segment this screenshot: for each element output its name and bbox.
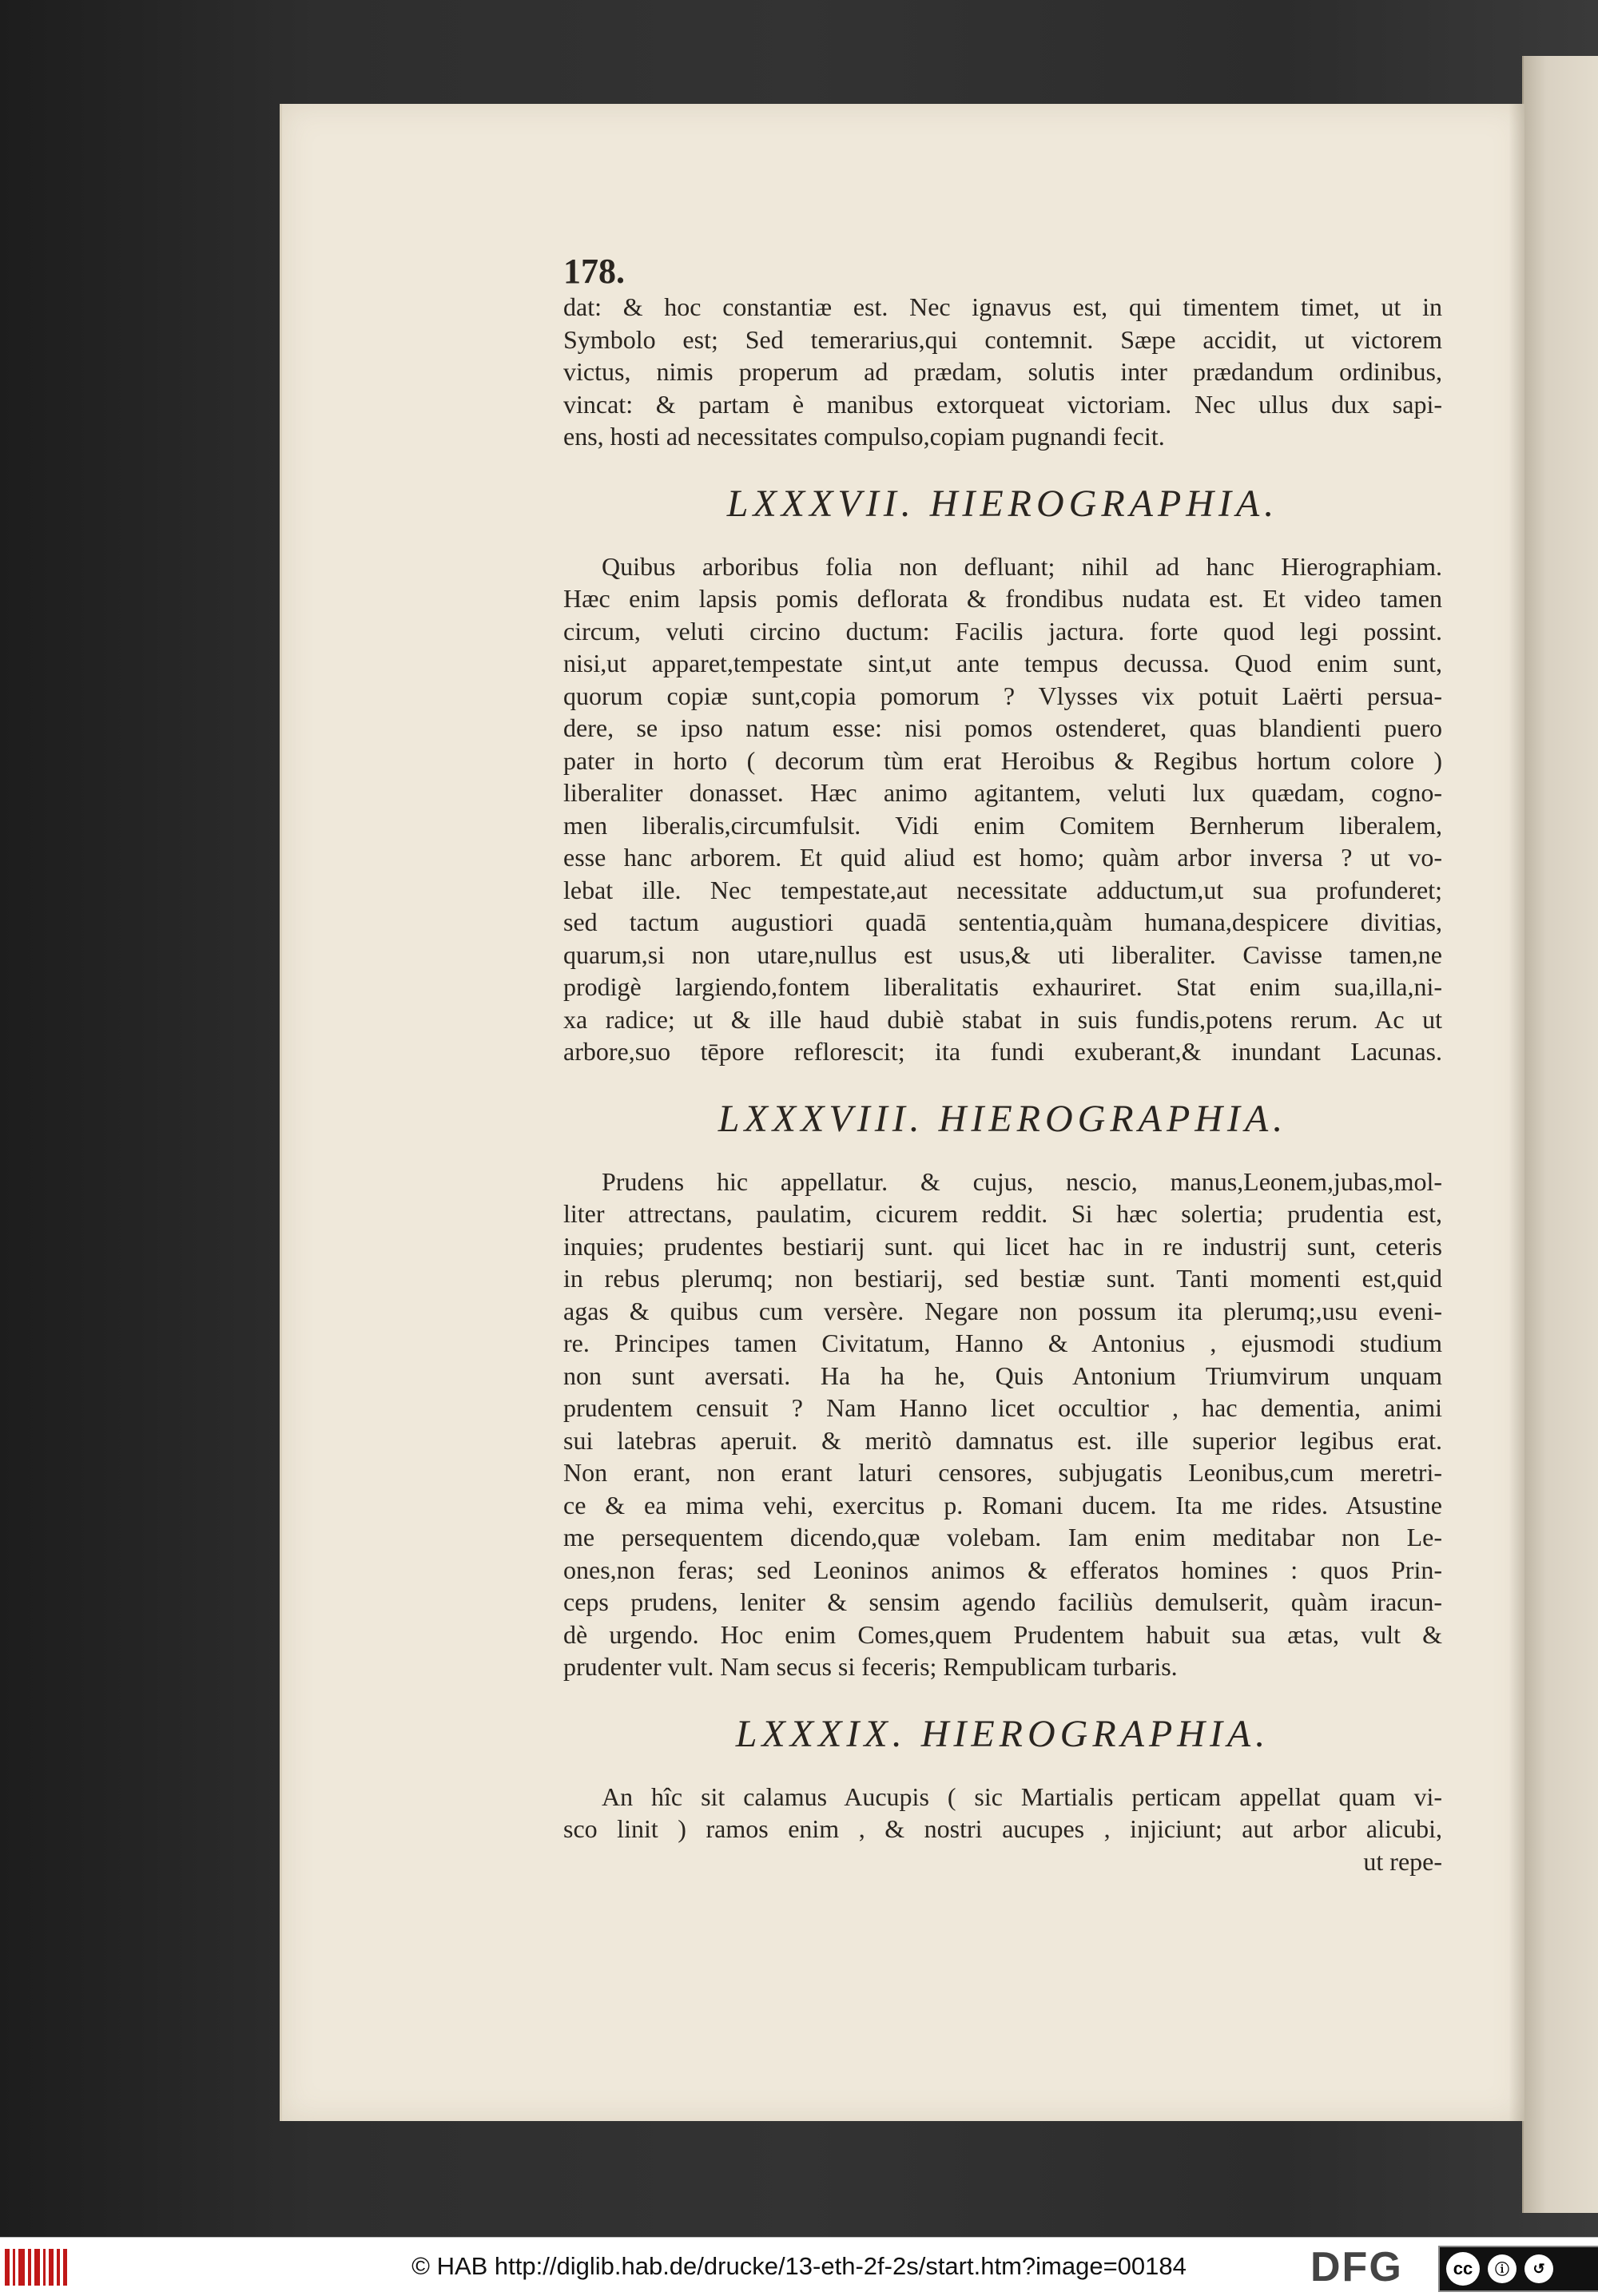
text-line: ce & ea mima vehi, exercitus p. Romani ducem. Ita me rides. Atsustine: [563, 1490, 1442, 1519]
page-gutter-shadow: [1509, 104, 1524, 2121]
text-line: liter attrectans, paulatim, cicurem reddit. Si hæc solertia; prudentia est,: [563, 1199, 1442, 1228]
section-heading: LXXXIX. HIEROGRAPHIA.: [735, 1712, 1270, 1755]
text-line: men liberalis,circumfulsit. Vidi enim Comitem Bernherum liberalem,: [563, 810, 1442, 840]
text-line: victus, nimis properum ad prædam, solutis inter prædandum ordinibus,: [563, 357, 1442, 386]
section-paragraph: [563, 550, 1442, 1068]
by-icon: ⓘ: [1488, 2254, 1517, 2283]
text-line: ones,non feras; sed Leoninos animos & efferatos homines : quos Prin-: [563, 1555, 1442, 1584]
text-line: ceps prudens, leniter & sensim agendo faciliùs demulserit, quàm iracun-: [563, 1587, 1442, 1616]
text-line: circum, veluti circino ductum: Facilis jactura. forte quod legi possint.: [563, 616, 1442, 646]
text-line: quarum,si non utare,nullus est usus,& uti liberaliter. Cavisse tamen,ne: [563, 939, 1442, 969]
section-paragraph: [563, 1166, 1442, 1683]
intro-paragraph: [563, 291, 1442, 453]
text-line: re. Principes tamen Civitatum, Hanno & Antonius , ejusmodi studium: [563, 1329, 1442, 1357]
catchword: ut repe-: [1363, 1846, 1442, 1876]
text-line: An hîc sit calamus Aucupis ( sic Martialis perticam appellat quam vi-: [602, 1782, 1442, 1811]
text-line: sui latebras aperuit. & meritò damnatus est. ille superior legibus erat.: [563, 1425, 1442, 1455]
text-line: agas & quibus cum versère. Negare non possum ita plerumq;,usu eveni-: [563, 1296, 1442, 1325]
text-line: me persequentem dicendo,quæ volebam. Iam enim meditabar non Le-: [563, 1523, 1442, 1551]
section-heading: LXXXVIII. HIEROGRAPHIA.: [718, 1097, 1288, 1140]
text-line: sco linit ) ramos enim , & nostri aucupes , injiciunt; aut arbor alicubi,: [563, 1814, 1442, 1843]
text-line: nisi,ut apparet,tempestate sint,ut ante tempus decussa. Quod enim sunt,: [563, 649, 1442, 677]
text-line: vincat: & partam è manibus extorqueat victoriam. Nec ullus dux sapi-: [563, 389, 1442, 419]
viewer-footer: [0, 2237, 1598, 2296]
page-number: 178.: [563, 252, 625, 291]
text-line: non sunt aversati. Ha ha he, Quis Antonium Triumvirum unquam: [563, 1361, 1442, 1390]
text-line: prudenter vult. Nam secus si feceris; Rempublicam turbaris.: [563, 1652, 1178, 1681]
text-line: xa radice; ut & ille haud dubiè stabat in suis fundis,potens rerum. Ac ut: [563, 1004, 1442, 1034]
sa-icon: ↺: [1524, 2254, 1553, 2283]
text-line: dere, se ipso natum esse: nisi pomos ostenderet, quas blandienti puero: [563, 713, 1442, 742]
text-line: Symbolo est; Sed temerarius,qui contemnit. Sæpe accidit, ut victorem: [563, 324, 1442, 354]
page-text: [563, 254, 1442, 1877]
facing-page-edge: [1522, 56, 1598, 2213]
text-line: arbore,suo tēpore reflorescit; ita fundi exuberant,& inundant Lacunas.: [563, 1037, 1442, 1066]
text-line: lebat ille. Nec tempestate,aut necessitate adductum,ut sua profunderet;: [563, 875, 1442, 904]
section-paragraph: [563, 1781, 1442, 1878]
text-line: quorum copiæ sunt,copia pomorum ? Vlysses vix potuit Laërti persua-: [563, 681, 1442, 710]
text-line: pater in horto ( decorum tùm erat Heroibus & Regibus hortum colore ): [563, 745, 1442, 775]
copyright-link[interactable]: © HAB http://diglib.hab.de/drucke/13-eth-2f-2s/start.htm?image=00184: [411, 2252, 1187, 2280]
text-line: dat: & hoc constantiæ est. Nec ignavus est, qui timentem timet, ut in: [563, 292, 1442, 321]
text-line: sed tactum augustiori quadā sententia,quàm humana,despicere divitias,: [563, 908, 1442, 936]
text-line: Quibus arboribus folia non defluant; nihil ad hanc Hierographiam.: [602, 551, 1442, 581]
cc-license-badge[interactable]: [1438, 2246, 1598, 2292]
text-line: dè urgendo. Hoc enim Comes,quem Prudentem habuit sua ætas, vult &: [563, 1619, 1442, 1649]
text-line: Prudens hic appellatur. & cujus, nescio, manus,Leonem,jubas,mol-: [602, 1166, 1442, 1196]
text-line: in rebus plerumq; non bestiarij, sed bestiæ sunt. Tanti momenti est,quid: [563, 1264, 1442, 1293]
text-line: Non erant, non erant laturi censores, subjugatis Leonibus,cum meretri-: [563, 1458, 1442, 1487]
text-line: prodigè largiendo,fontem liberalitatis exhauriret. Stat enim sua,illa,ni-: [563, 972, 1442, 1001]
text-line: esse hanc arborem. Et quid aliud est homo; quàm arbor inversa ? ut vo-: [563, 843, 1442, 872]
dfg-logo: DFG: [1310, 2244, 1403, 2290]
cc-icon: cc: [1446, 2252, 1480, 2286]
text-line: prudentem censuit ? Nam Hanno licet occultior , hac dementia, animi: [563, 1393, 1442, 1422]
text-line: inquies; prudentes bestiarij sunt. qui licet hac in re industrij sunt, ceteris: [563, 1231, 1442, 1261]
section-heading: LXXXVII. HIEROGRAPHIA.: [726, 482, 1279, 525]
text-line: Hæc enim lapsis pomis deflorata & frondibus nudata est. Et video tamen: [563, 584, 1442, 613]
text-line: ens, hosti ad necessitates compulso,copiam pugnandi fecit.: [563, 422, 1165, 451]
text-line: liberaliter donasset. Hæc animo agitantem, veluti lux quædam, cogno-: [563, 778, 1442, 807]
